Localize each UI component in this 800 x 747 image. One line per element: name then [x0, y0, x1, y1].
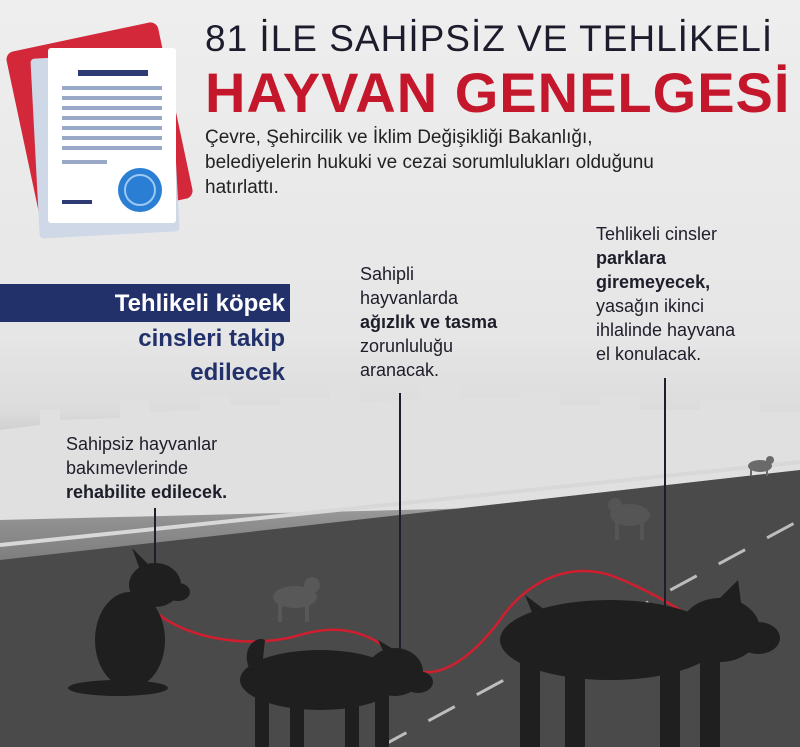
- callout-line: aranacak.: [360, 360, 440, 380]
- callout-line: el konulacak.: [596, 344, 702, 364]
- callout-middle: [360, 262, 497, 382]
- subtitle-line: hatırlattı.: [205, 177, 279, 198]
- callout-line: hayvanlarda: [360, 288, 459, 308]
- callout-line-bold: parklara: [596, 248, 667, 268]
- callout-right: [596, 222, 735, 366]
- subtitle-line: Çevre, Şehircilik ve İklim Değişikliği Bakanlığı,: [205, 127, 593, 148]
- callout-line: ihlalinde hayvana: [596, 320, 736, 340]
- banner-lines: [138, 322, 285, 390]
- callout-line: zorunluluğu: [360, 336, 454, 356]
- callout-line: Sahipsiz hayvanlar: [66, 434, 218, 454]
- banner-line-2: cinsleri takip: [138, 325, 285, 352]
- subtitle-line: belediyelerin hukuki ve cezai sorumlulukları olduğunu: [205, 152, 654, 173]
- callout-left: [66, 432, 227, 504]
- callout-line: yasağın ikinci: [596, 296, 705, 316]
- banner-line-1: Tehlikeli köpek: [114, 290, 285, 317]
- callout-line: bakımevlerinde: [66, 458, 189, 478]
- title-line-2: HAYVAN GENELGESİ: [205, 61, 791, 124]
- callout-line: Tehlikeli cinsler: [596, 224, 718, 244]
- seal-icon: [118, 168, 162, 212]
- callout-line: Sahipli: [360, 264, 415, 284]
- banner-line-3: edilecek: [190, 359, 285, 386]
- subtitle: [205, 125, 785, 200]
- callout-line-bold: rehabilite edilecek.: [66, 482, 228, 502]
- title-line-1: 81 İLE SAHİPSİZ VE TEHLİKELİ: [205, 18, 774, 59]
- callout-line-bold: giremeyecek,: [596, 272, 711, 292]
- callout-line-bold: ağızlık ve tasma: [360, 312, 498, 332]
- document-icon: [5, 21, 194, 239]
